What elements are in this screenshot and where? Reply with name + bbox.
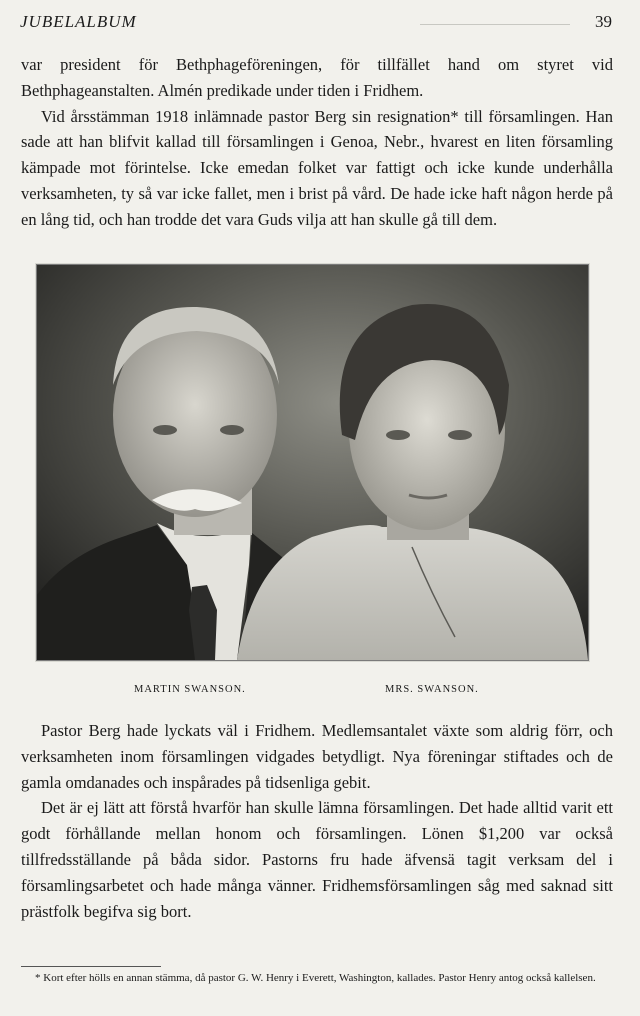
- paragraph: Det är ej lätt att förstå hvarför han skulle lämna församlingen. Det hade alltid varit ett godt förhållande mellan honom och församlingen. Lönen $1,200 var också tillfredsställande på båda sidor. Pastorns fru hade äfvensä tagit verksam del i församlingsarbetet och hade många vänner. Fridhemsförsamlingen såg med saknad sitt prästfolk begifva sig bort.: [21, 798, 613, 921]
- footnote: [21, 970, 617, 986]
- header-rule: [420, 24, 570, 25]
- paragraph: var president för Bethphageföreningen, för tillfället hand om styret vid Bethphageanstalten. Almén predikade under tiden i Fridhem.: [21, 55, 613, 100]
- footnote-text: * Kort efter hölls en annan stämma, då pastor G. W. Henry i Everett, Washington, kallades. Pastor Henry antog också kallelsen.: [35, 972, 596, 984]
- footnote-rule: [21, 966, 161, 967]
- caption-martin-swanson: MARTIN SWANSON.: [134, 684, 246, 695]
- running-title: JUBELALBUM: [20, 12, 137, 31]
- page-number: 39: [595, 12, 612, 31]
- page-header: [20, 12, 612, 34]
- text-block-bottom: [21, 718, 613, 924]
- paragraph: Pastor Berg hade lyckats väl i Fridhem. Medlemsantalet växte som aldrig förr, och verksamheten inom församlingen vidgades betydligt. Nya föreningar stiftades och de gamla omdanades och inspårades på tidsenliga gebit.: [21, 721, 613, 792]
- text-block-top: [21, 52, 613, 233]
- caption-mrs-swanson: MRS. SWANSON.: [385, 684, 479, 695]
- portrait-photo-illustration: [37, 265, 588, 660]
- paragraph: Vid årsstämman 1918 inlämnade pastor Berg sin resignation* till församlingen. Han sade att han blifvit kallad till församlingen i Genoa, Nebr., hvarest en liten församling kämpade mot förintelse. Icke emedan folket var fattigt och icke kunde underhålla verksamheten, ty så var icke fallet, men i brist på vård. De hade icke haft någon herde på en lång tid, och han trodde det vara Guds vilja att han skulle gå till dem.: [21, 106, 613, 229]
- portrait-photo: [36, 264, 589, 661]
